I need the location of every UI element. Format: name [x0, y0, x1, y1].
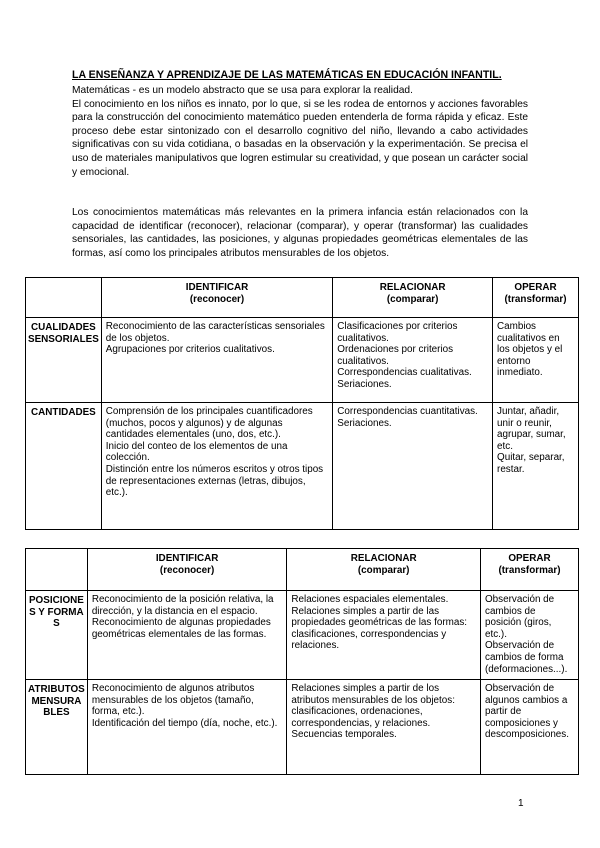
table-row [26, 318, 579, 403]
table-2-header-row [26, 549, 579, 591]
header-main: RELACIONAR [379, 282, 446, 293]
header-sub: (comparar) [357, 564, 410, 576]
cell-operar [493, 318, 579, 403]
row-label-cualidades: CUALIDADES SENSORIALES [26, 318, 102, 403]
cell-operar [481, 591, 579, 680]
cell-line: Secuencias temporales. [291, 729, 397, 741]
cell-line: Reconocimiento de las características sensoriales de los objetos. [105, 321, 325, 344]
cell-line: Relaciones simples a partir de las propiedades geométricas de las formas: clasificaciones, correspondencias y relaciones. [291, 605, 468, 652]
document-title: LA ENSEÑANZA Y APRENDIZAJE DE LAS MATEMÁTICAS EN EDUCACIÓN INFANTIL. [72, 69, 502, 81]
table-2-header-relacionar [287, 549, 481, 591]
cell-line: Reconocimiento de algunas propiedades geométricas elementales de las formas. [91, 617, 271, 640]
table-1-corner-cell [26, 278, 102, 318]
table-2-corner-cell [26, 549, 88, 591]
cell-line: Ordenaciones por criterios cualitativos. [337, 344, 454, 367]
table-1-header-row [26, 278, 579, 318]
table-row [26, 403, 579, 530]
cell-relacionar [287, 680, 481, 775]
row-label-atributos: ATRIBUTOS MENSURABLES [26, 680, 88, 775]
cell-relacionar [333, 403, 493, 530]
header-sub: (comparar) [386, 293, 439, 305]
cell-line: Cambios cualitativos en los objetos y el entorno inmediato. [497, 321, 563, 379]
header-main: RELACIONAR [350, 553, 417, 564]
cell-line: Quitar, separar, restar. [497, 452, 565, 475]
table-1-header-identificar [101, 278, 333, 318]
row-label-posiciones: POSICIONES Y FORMAS [26, 591, 88, 680]
cell-line: Observación de algunos cambios a partir de composiciones y descomposiciones. [485, 683, 569, 741]
table-2 [25, 548, 579, 775]
table-row [26, 680, 579, 775]
table-1-header-operar [493, 278, 579, 318]
header-sub: (reconocer) [189, 293, 245, 305]
header-main: IDENTIFICAR [155, 553, 219, 564]
cell-operar [481, 680, 579, 775]
cell-line: Inicio del conteo de los elementos de una colección. [105, 440, 288, 464]
table-2-header-identificar [87, 549, 287, 591]
intro-paragraph [72, 84, 528, 179]
cell-identificar [87, 591, 287, 680]
header-sub: (reconocer) [159, 564, 215, 576]
row-label-cantidades: CANTIDADES [26, 403, 102, 530]
cell-line: Correspondencias cuantitativas. [337, 406, 478, 417]
table-1 [25, 277, 579, 530]
header-main: OPERAR [508, 553, 551, 564]
cell-identificar [87, 680, 287, 775]
intro-line-2: El conocimiento en los niños es innato, por lo que, si se les rodea de entornos y acciones favorables para la construcción del conocimiento matemático pueden entenderla de forma rápida y eficaz. Este proceso debe estar sintonizado con el desarrollo cognitivo del niño, llevando a cabo actividades significativas con su vida cotidiana, o basadas en la observación y la experimentación. Se precisa el uso de materiales manipulativos que logren estimular su creatividad, y que posean un carácter social y emocional. [72, 98, 528, 178]
table-1-header-relacionar [333, 278, 493, 318]
cell-line: Comprensión de los principales cuantificadores (muchos, pocos y algunos) y de algunas cantidades elementales (uno, dos, etc.). [105, 406, 313, 441]
cell-line: Reconocimiento de algunos atributos mensurables de los objetos (tamaño, forma, etc.). [91, 683, 255, 718]
intro-line-1: Matemáticas - es un modelo abstracto que se usa para explorar la realidad. [72, 85, 413, 96]
header-main: OPERAR [514, 282, 557, 293]
cell-line: Relaciones espaciales elementales. [291, 594, 449, 605]
cell-line: Seriaciones. [337, 378, 392, 390]
second-paragraph: Los conocimientos matemáticas más relevantes en la primera infancia están relacionados con la capacidad de identificar (reconocer), relacionar (comparar), y operar (transformar) las cualidades sensoriales, las cantidades, las posiciones, y algunas propiedades geométricas elementales de las formas, así como los principales atributos mensurables de los objetos. [72, 207, 528, 259]
table-row [26, 591, 579, 680]
cell-line: Seriaciones. [337, 417, 392, 429]
cell-identificar [101, 318, 333, 403]
cell-line: Relaciones simples a partir de los atributos mensurables de los objetos: clasificaciones, ordenaciones, correspondencias, y relaciones. [291, 683, 455, 729]
header-main: IDENTIFICAR [185, 282, 249, 293]
header-sub: (transformar) [498, 564, 561, 576]
cell-line: Identificación del tiempo (día, noche, etc.). [91, 717, 278, 729]
cell-line: Clasificaciones por criterios cualitativos. [337, 321, 458, 344]
cell-identificar [101, 403, 333, 530]
header-sub: (transformar) [504, 293, 567, 305]
cell-line: Observación de cambios de forma (deformaciones...). [485, 640, 568, 675]
cell-operar [493, 403, 579, 530]
cell-line: Juntar, añadir, unir o reunir, agrupar, sumar, etc. [497, 406, 566, 452]
cell-line: Reconocimiento de la posición relativa, la dirección, y la distancia en el espacio. [91, 594, 274, 617]
cell-relacionar [287, 591, 481, 680]
cell-relacionar [333, 318, 493, 403]
cell-line: Correspondencias cualitativas. [337, 367, 472, 379]
cell-line: Agrupaciones por criterios cualitativos. [105, 344, 275, 356]
cell-line: Distinción entre los números escritos y otros tipos de representaciones externas (letras, dibujos, etc.). [105, 463, 324, 499]
page-number: 1 [518, 798, 524, 809]
cell-line: Observación de cambios de posición (giros, etc.). [485, 594, 555, 640]
table-2-header-operar [481, 549, 579, 591]
